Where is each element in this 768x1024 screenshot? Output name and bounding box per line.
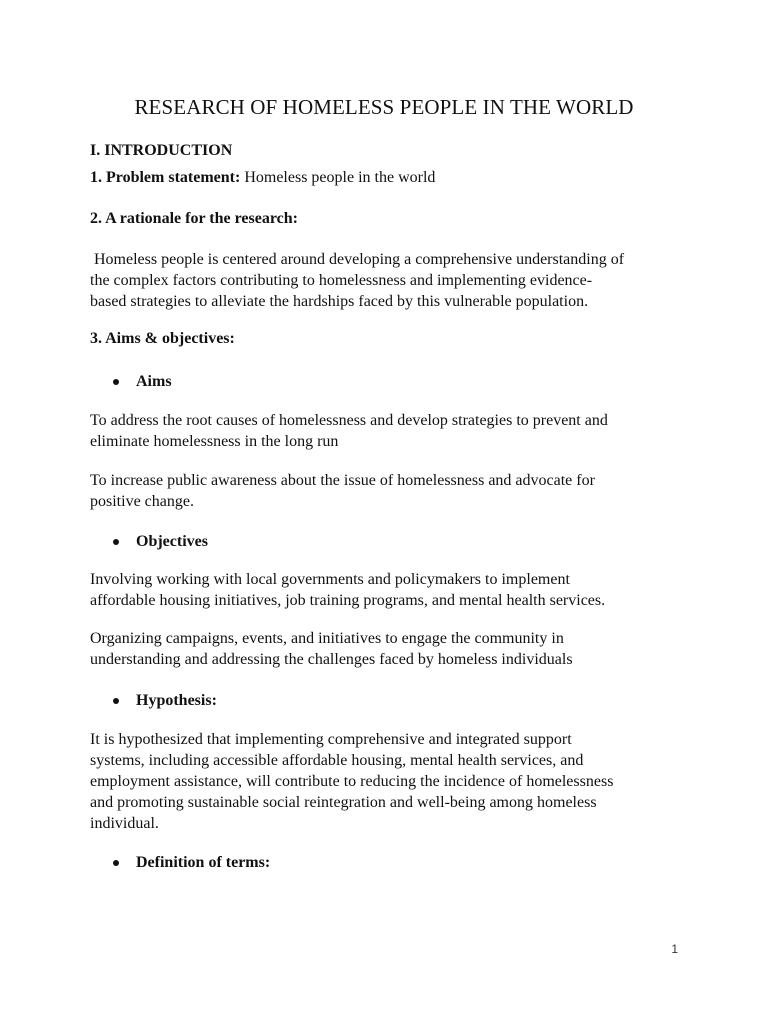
objectives-paragraph-1 xyxy=(90,569,690,611)
bullet-dot-icon xyxy=(113,539,119,545)
rationale-line: the complex factors contributing to homelessness and implementing evidence- xyxy=(90,272,593,289)
hypothesis-label: Hypothesis: xyxy=(136,692,217,709)
objectives-paragraph-2 xyxy=(90,628,690,670)
paragraph-line: To address the root causes of homelessness and develop strategies to prevent and xyxy=(90,412,608,429)
problem-statement xyxy=(90,167,690,188)
page-title: RESEARCH OF HOMELESS PEOPLE IN THE WORLD xyxy=(134,95,634,119)
paragraph-line: It is hypothesized that implementing comprehensive and integrated support xyxy=(90,731,572,748)
paragraph-line: and promoting sustainable social reintegration and well-being among homeless xyxy=(90,794,597,811)
bullet-dot-icon xyxy=(113,379,119,385)
definition-of-terms-bullet xyxy=(113,852,270,873)
paragraph-line: Involving working with local governments and policymakers to implement xyxy=(90,571,570,588)
aims-bullet xyxy=(113,371,172,392)
paragraph-line: eliminate homelessness in the long run xyxy=(90,433,339,450)
paragraph-line: individual. xyxy=(90,815,159,832)
section-heading-introduction: I. INTRODUCTION xyxy=(90,142,233,159)
rationale-line: based strategies to alleviate the hardships faced by this vulnerable population. xyxy=(90,293,589,310)
paragraph-line: positive change. xyxy=(90,493,194,510)
aims-paragraph-2 xyxy=(90,470,690,512)
aims-label: Aims xyxy=(136,373,172,390)
paragraph-line: To increase public awareness about the issue of homelessness and advocate for xyxy=(90,472,595,489)
paragraph-line: understanding and addressing the challenges faced by homeless individuals xyxy=(90,651,573,668)
rationale-paragraph xyxy=(90,249,690,312)
problem-statement-label: 1. Problem statement: xyxy=(90,169,241,186)
hypothesis-bullet xyxy=(113,690,217,711)
paragraph-line: Organizing campaigns, events, and initiatives to engage the community in xyxy=(90,630,564,647)
aims-paragraph-1 xyxy=(90,410,690,452)
aims-objectives-heading: 3. Aims & objectives: xyxy=(90,330,235,347)
paragraph-line: systems, including accessible affordable housing, mental health services, and xyxy=(90,752,584,769)
rationale-line: Homeless people is centered around developing a comprehensive understanding of xyxy=(90,251,625,268)
bullet-dot-icon xyxy=(113,698,119,704)
problem-statement-text: Homeless people in the world xyxy=(240,169,436,186)
objectives-bullet xyxy=(113,531,208,552)
bullet-dot-icon xyxy=(113,860,119,866)
page-number: 1 xyxy=(671,942,678,956)
paragraph-line: employment assistance, will contribute to reducing the incidence of homelessness xyxy=(90,773,614,790)
rationale-heading: 2. A rationale for the research: xyxy=(90,210,298,227)
paragraph-line: affordable housing initiatives, job training programs, and mental health services. xyxy=(90,592,606,609)
objectives-label: Objectives xyxy=(136,533,208,550)
definition-of-terms-label: Definition of terms: xyxy=(136,854,271,871)
hypothesis-paragraph xyxy=(90,729,690,834)
